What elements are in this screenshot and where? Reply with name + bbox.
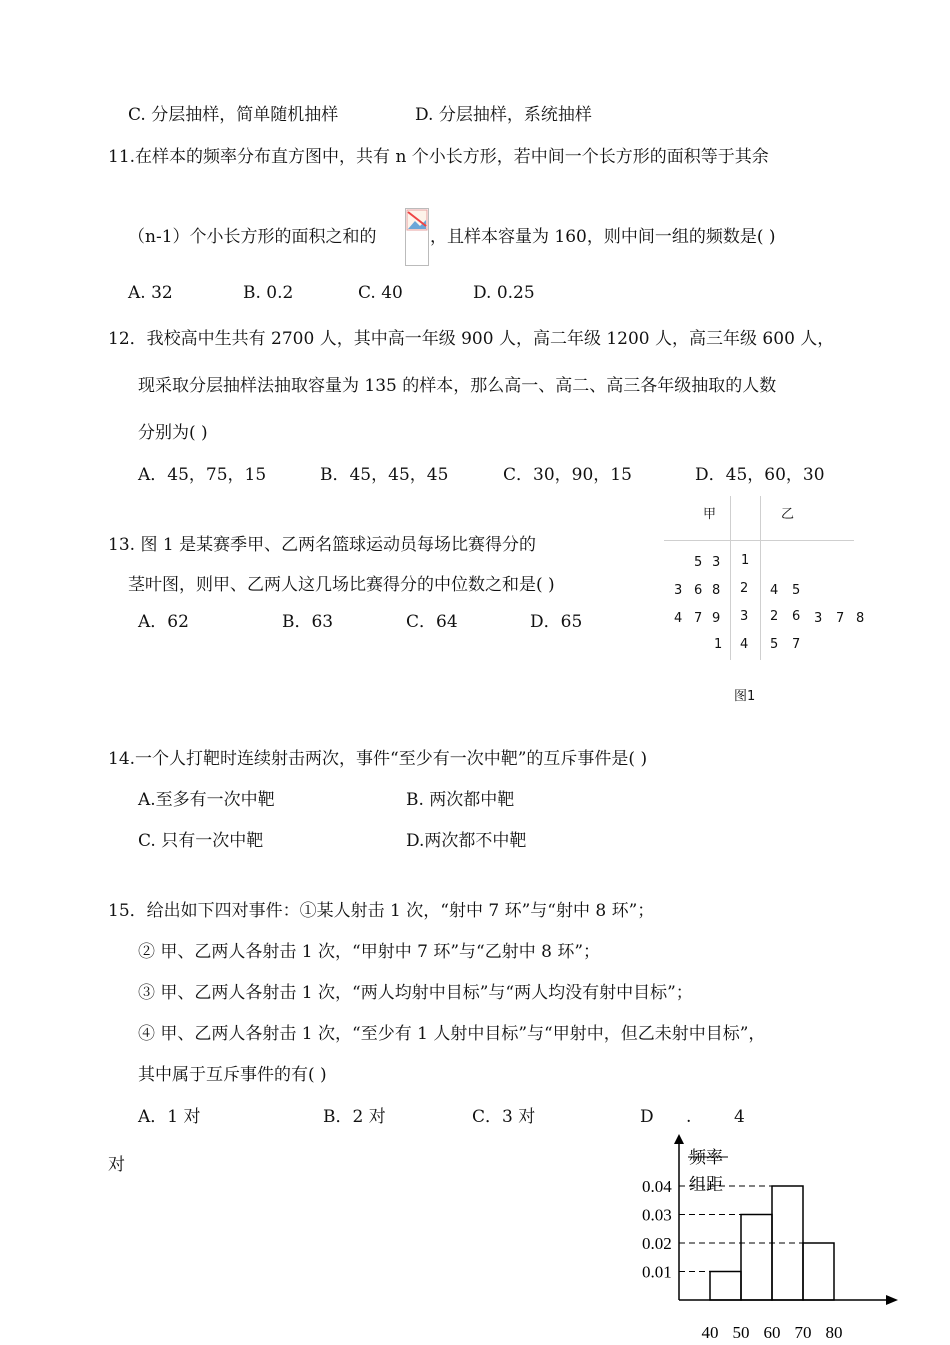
leaf-right: 5: [792, 583, 801, 598]
histogram-bar: [741, 1215, 772, 1301]
histogram-bar: [710, 1272, 741, 1301]
q15-line4: ④ 甲、乙两人各射击 1 次，“至少有 1 人射中目标”与“甲射中，但乙未射中目标”，: [138, 1024, 766, 1044]
y-axis-arrow: [674, 1134, 684, 1144]
leaf-right: 2: [770, 609, 779, 624]
stem-right-header: 乙: [781, 507, 795, 522]
leaf-left: 3: [712, 555, 721, 570]
q12-option-c: C．30，90，15: [503, 465, 632, 485]
leaf-right: 7: [836, 611, 845, 626]
q15-option-c: C．3 对: [472, 1107, 536, 1127]
q15-option-d-wrap: 对: [108, 1155, 125, 1175]
q13-option-a: A．62: [138, 612, 189, 632]
x-tick-label: 80: [825, 1323, 843, 1342]
stem-value: 1: [741, 553, 750, 568]
x-tick-label: 50: [732, 1323, 750, 1342]
q11-option-a: A. 32: [128, 283, 173, 303]
q15-line5: 其中属于互斥事件的有( ): [138, 1065, 327, 1085]
stem-header-rule: [664, 540, 854, 541]
leaf-left: 5: [694, 555, 703, 570]
q11-line1: 11.在样本的频率分布直方图中，共有 n 个小长方形，若中间一个长方形的面积等于其余: [108, 147, 769, 167]
q13-option-b: B．63: [282, 612, 334, 632]
stem-value: 4: [740, 637, 749, 652]
q15-option-d-number: 4: [734, 1107, 745, 1127]
q15-line2: ② 甲、乙两人各射击 1 次，“甲射中 7 环”与“乙射中 8 环”；: [138, 942, 601, 962]
leaf-left: 4: [674, 611, 683, 626]
q12-option-d: D．45，60，30: [695, 465, 825, 485]
q11-line2a: （n-1）个小长方形的面积之和的: [128, 227, 377, 247]
stem-left-header: 甲: [703, 507, 717, 522]
q13-line1: 13. 图 1 是某赛季甲、乙两名篮球运动员每场比赛得分的: [108, 535, 537, 555]
stem-value: 2: [740, 581, 749, 596]
leaf-right: 4: [770, 583, 779, 598]
y-tick-label: 0.02: [642, 1234, 672, 1253]
leaf-right: 3: [814, 611, 823, 626]
x-tick-label: 40: [701, 1323, 719, 1342]
q11-option-c: C. 40: [358, 283, 403, 303]
y-tick-label: 0.01: [642, 1262, 672, 1282]
q12-line2: 现采取分层抽样法抽取容量为 135 的样本，那么高一、高二、高三各年级抽取的人数: [138, 376, 777, 396]
stem-leaf-caption: 图1: [734, 689, 756, 704]
q13-option-c: C．64: [406, 612, 458, 632]
q13-line2: 茎叶图，则甲、乙两人这几场比赛得分的中位数之和是( ): [128, 575, 555, 595]
leaf-right: 6: [792, 609, 801, 624]
q15-line1: 15．给出如下四对事件：①某人射击 1 次，“射中 7 环”与“射中 8 环”；: [108, 901, 655, 921]
q10-option-d: D. 分层抽样，系统抽样: [415, 105, 592, 125]
leaf-left: 8: [712, 583, 721, 598]
leaf-left: 9: [712, 611, 721, 626]
q11-option-b: B. 0.2: [243, 283, 294, 303]
frequency-histogram: [630, 1130, 920, 1345]
q14-option-a: A.至多有一次中靶: [138, 790, 275, 810]
q14-option-d: D.两次都不中靶: [406, 831, 527, 851]
q14-line1: 14.一个人打靶时连续射击两次，事件“至少有一次中靶”的互斥事件是( ): [108, 749, 648, 769]
q15-option-b: B．2 对: [323, 1107, 386, 1127]
q15-option-a: A．1 对: [138, 1107, 201, 1127]
q12-option-b: B．45，45，45: [320, 465, 449, 485]
broken-image-icon: [405, 208, 429, 266]
x-axis-arrow: [886, 1295, 898, 1305]
histogram-bar: [803, 1243, 834, 1300]
x-tick-label: 60: [763, 1323, 781, 1342]
leaf-left: 6: [694, 583, 703, 598]
q11-line2b: ，且样本容量为 160，则中间一组的频数是( ): [430, 227, 776, 247]
stem-divider-left: [730, 496, 731, 660]
q13-option-d: D．65: [530, 612, 583, 632]
q10-option-c: C. 分层抽样，简单随机抽样: [128, 105, 339, 125]
x-tick-label: 70: [794, 1323, 812, 1342]
q14-option-c: C. 只有一次中靶: [138, 831, 264, 851]
q12-line1: 12．我校高中生共有 2700 人，其中高一年级 900 人，高二年级 1200 人，高三年级 600 人，: [108, 329, 835, 349]
q15-line3: ③ 甲、乙两人各射击 1 次，“两人均射中目标”与“两人均没有射中目标”；: [138, 983, 693, 1003]
y-label-bottom: 组距: [689, 1175, 723, 1194]
q12-option-a: A．45，75，15: [138, 465, 267, 485]
leaf-left: 7: [694, 611, 703, 626]
leaf-right: 8: [856, 611, 865, 626]
stem-value: 3: [740, 609, 749, 624]
leaf-left: 1: [714, 637, 723, 652]
leaf-right: 5: [770, 637, 779, 652]
y-tick-label: 0.03: [642, 1205, 672, 1225]
leaf-right: 7: [792, 637, 801, 652]
leaf-left: 3: [674, 583, 683, 598]
y-tick-label: 0.04: [642, 1177, 672, 1196]
y-label-top: 频率: [689, 1148, 723, 1167]
stem-divider-right: [760, 496, 761, 660]
q15-option-d-letter: D: [640, 1107, 654, 1127]
q14-option-b: B. 两次都中靶: [406, 790, 515, 810]
q11-option-d: D. 0.25: [473, 283, 535, 303]
q15-option-d-dot: .: [686, 1107, 692, 1127]
histogram-bar: [772, 1186, 803, 1300]
q12-line3: 分别为( ): [138, 423, 208, 443]
